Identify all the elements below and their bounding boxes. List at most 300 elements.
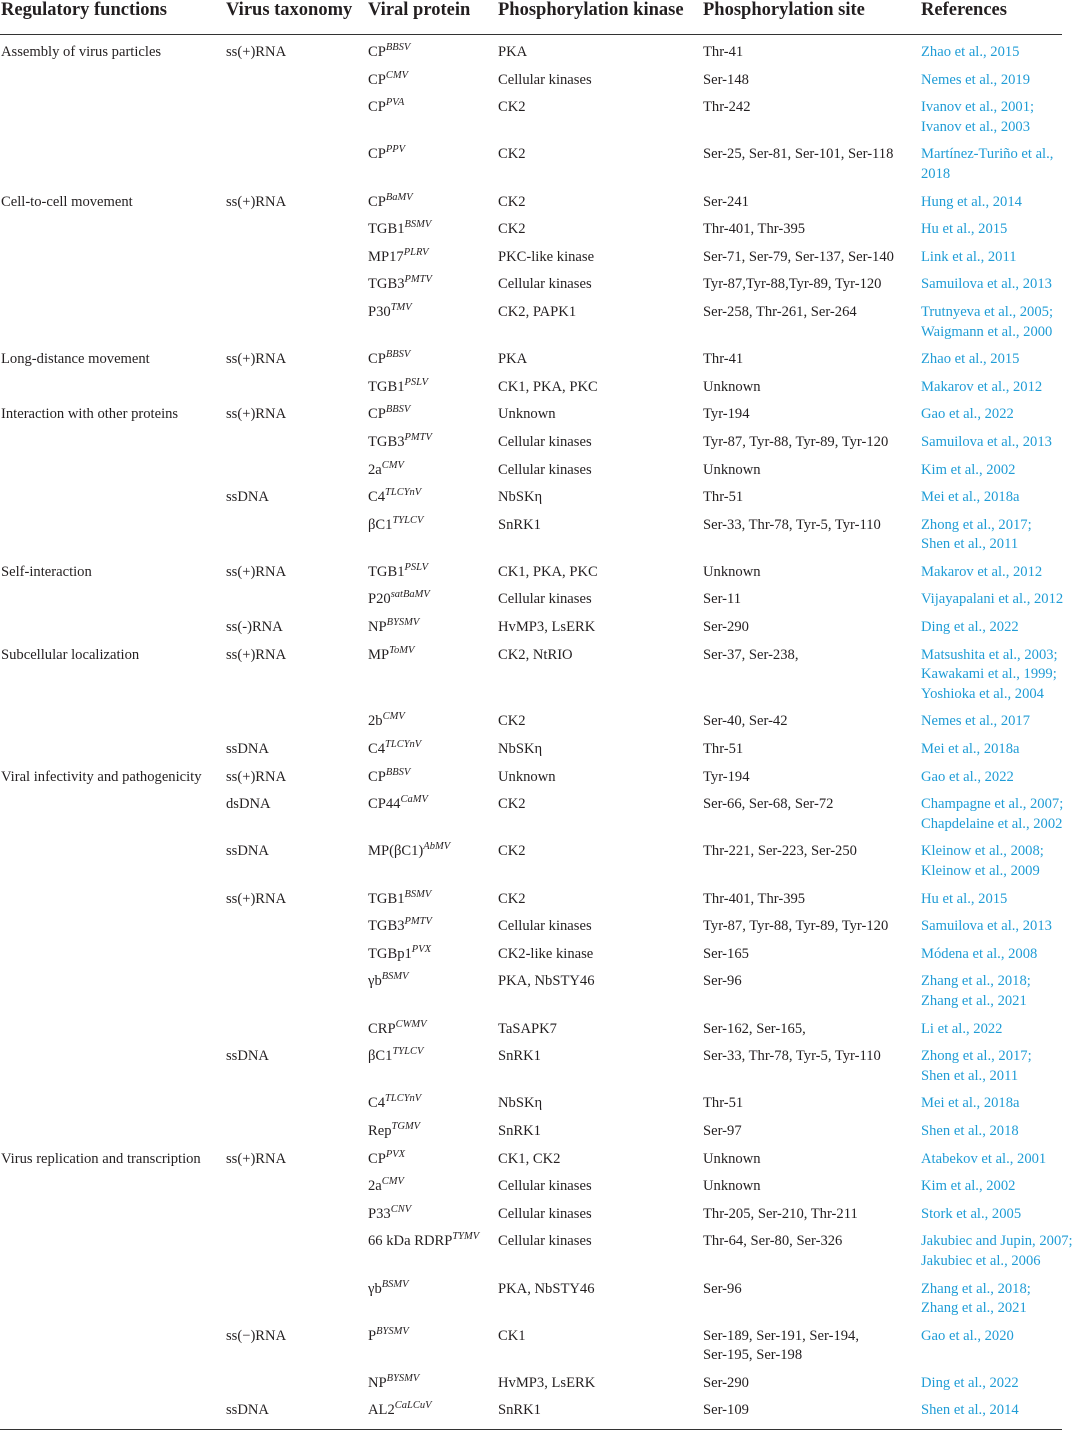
- protein-name: TGB3: [368, 918, 405, 935]
- phosphorylation-site-cell: [702, 1374, 920, 1402]
- kinase-cell: SnRK1: [498, 1122, 541, 1139]
- virus-abbreviation: AbMV: [423, 841, 451, 853]
- virus-taxonomy-cell: [225, 461, 367, 489]
- kinase-cell: CK1, PKA, PKC: [498, 378, 598, 395]
- regulatory-function-cell: [0, 1374, 225, 1402]
- reference-cell-line[interactable]: Zhang et al., 2021: [921, 992, 1027, 1009]
- reference-cell: [920, 193, 1062, 221]
- phosphorylation-site-cell-line: Ser-33, Thr-78, Tyr-5, Tyr-110: [703, 1048, 881, 1065]
- protein-name: TGB1: [368, 221, 405, 238]
- reference-cell-line[interactable]: 2018: [921, 165, 951, 182]
- reference-cell: [920, 590, 1062, 618]
- virus-abbreviation: CMV: [382, 711, 405, 723]
- reference-cell: [920, 461, 1062, 489]
- viral-protein-cell: [367, 35, 497, 71]
- reference-cell: [920, 35, 1062, 71]
- table-row: [0, 350, 1062, 378]
- table-row: [0, 220, 1062, 248]
- table-row: [0, 488, 1062, 516]
- phosphorylation-site-cell: [702, 433, 920, 461]
- viral-protein-cell: [367, 618, 497, 646]
- header-regulatory-functions: Regulatory functions: [0, 0, 225, 35]
- phosphorylation-site-cell: [702, 1205, 920, 1233]
- virus-taxonomy-cell: ss(+)RNA: [226, 768, 287, 785]
- phosphorylation-site-cell-line: Thr-401, Thr-395: [703, 890, 806, 907]
- reference-cell-line[interactable]: Jakubiec and Jupin, 2007;: [921, 1233, 1073, 1250]
- reference-cell-line[interactable]: Shen et al., 2011: [921, 1067, 1019, 1084]
- reference-cell-line[interactable]: Kawakami et al., 1999;: [921, 666, 1057, 683]
- regulatory-function-cell: [0, 1232, 225, 1279]
- regulatory-function-cell: [0, 842, 225, 889]
- phosphorylation-site-cell-line: Ser-97: [703, 1122, 742, 1139]
- reference-cell-line[interactable]: Kim et al., 2002: [921, 1178, 1016, 1195]
- phosphorylation-site-cell-line: Ser-189, Ser-191, Ser-194,: [703, 1327, 859, 1344]
- phosphorylation-site-cell-line: Thr-51: [703, 489, 744, 506]
- virus-abbreviation: PMTV: [404, 432, 432, 444]
- protein-name: Rep: [368, 1122, 392, 1139]
- virus-abbreviation: PLRV: [403, 246, 429, 258]
- viral-protein-cell: [367, 1150, 497, 1178]
- reference-cell-line[interactable]: Shen et al., 2011: [921, 536, 1019, 553]
- table-row: [0, 1401, 1062, 1429]
- virus-abbreviation: CMV: [381, 1176, 404, 1188]
- reference-cell-line[interactable]: Martínez-Turiño et al.,: [921, 146, 1054, 163]
- reference-cell-line[interactable]: Makarov et al., 2012: [921, 378, 1043, 395]
- reference-cell-line[interactable]: Kleinow et al., 2009: [921, 863, 1040, 880]
- reference-cell-line[interactable]: Jakubiec et al., 2006: [921, 1252, 1041, 1269]
- phosphorylation-site-cell-line: Thr-41: [703, 44, 744, 60]
- regulatory-function-cell: Subcellular localization: [1, 646, 140, 663]
- phosphorylation-site-cell-line: Thr-401, Thr-395: [703, 221, 806, 238]
- reference-cell-line[interactable]: Atabekov et al., 2001: [921, 1150, 1047, 1167]
- reference-cell: [920, 1327, 1062, 1374]
- reference-cell-line[interactable]: Hu et al., 2015: [921, 221, 1008, 238]
- phosphorylation-site-cell: [702, 917, 920, 945]
- viral-protein-cell: [367, 71, 497, 99]
- reference-cell-line[interactable]: Samuilova et al., 2013: [921, 918, 1052, 935]
- table-row: [0, 1094, 1062, 1122]
- viral-protein-cell: [367, 917, 497, 945]
- phosphorylation-site-cell: [702, 563, 920, 591]
- viral-protein-cell: [367, 145, 497, 192]
- phosphorylation-site-cell: [702, 768, 920, 796]
- phosphorylation-site-cell-line: Ser-25, Ser-81, Ser-101, Ser-118: [703, 146, 894, 163]
- reference-cell: [920, 1280, 1062, 1327]
- phosphorylation-site-cell-line: Thr-242: [703, 99, 751, 116]
- phosphorylation-site-cell-line: Tyr-194: [703, 406, 750, 423]
- reference-cell: [920, 795, 1062, 842]
- phosphorylation-site-cell: [702, 890, 920, 918]
- regulatory-function-cell: [0, 1020, 225, 1048]
- protein-name: 2b: [368, 713, 383, 730]
- reference-cell: [920, 1205, 1062, 1233]
- reference-cell-line[interactable]: Ivanov et al., 2001;: [921, 99, 1035, 116]
- reference-cell-line[interactable]: Ding et al., 2022: [921, 1374, 1019, 1391]
- virus-taxonomy-cell: ssDNA: [226, 1048, 269, 1065]
- table-row: [0, 890, 1062, 918]
- phosphorylation-site-cell-line: Ser-11: [703, 591, 742, 608]
- viral-protein-cell: [367, 433, 497, 461]
- virus-abbreviation: TYMV: [452, 1231, 480, 1243]
- reference-cell-line[interactable]: Zhang et al., 2018;: [921, 973, 1031, 990]
- viral-protein-cell: [367, 945, 497, 973]
- reference-cell-line[interactable]: Vijayapalani et al., 2012: [921, 591, 1064, 608]
- phosphorylation-site-cell-line: Ser-195, Ser-198: [703, 1347, 803, 1364]
- viral-protein-cell: [367, 1374, 497, 1402]
- reference-cell-line[interactable]: Link et al., 2011: [921, 248, 1017, 265]
- phosphorylation-site-cell-line: Ser-33, Thr-78, Tyr-5, Tyr-110: [703, 516, 881, 533]
- reference-cell-line[interactable]: Nemes et al., 2017: [921, 713, 1031, 730]
- phosphorylation-site-cell: [702, 1232, 920, 1279]
- virus-taxonomy-cell: [225, 1177, 367, 1205]
- kinase-cell: CK2: [498, 713, 526, 730]
- virus-taxonomy-cell: [225, 1232, 367, 1279]
- phosphorylation-site-cell: [702, 35, 920, 71]
- viral-protein-cell: [367, 1205, 497, 1233]
- reference-cell-line[interactable]: Nemes et al., 2019: [921, 71, 1031, 88]
- regulatory-function-cell: [0, 98, 225, 145]
- phosphorylation-site-cell-line: Thr-41: [703, 351, 744, 368]
- reference-cell-line[interactable]: Mei et al., 2018a: [921, 741, 1020, 758]
- kinase-cell: CK2, PAPK1: [498, 303, 577, 320]
- virus-taxonomy-cell: [225, 917, 367, 945]
- reference-cell-line[interactable]: Gao et al., 2020: [921, 1327, 1014, 1344]
- viral-protein-cell: [367, 350, 497, 378]
- phosphorylation-site-cell: [702, 972, 920, 1019]
- virus-taxonomy-cell: [225, 1094, 367, 1122]
- phosphorylation-site-cell: [702, 275, 920, 303]
- kinase-cell: CK2, NtRIO: [498, 646, 573, 663]
- virus-taxonomy-cell: ss(−)RNA: [226, 1327, 287, 1344]
- table-row: [0, 35, 1062, 71]
- reference-cell-line[interactable]: Zhong et al., 2017;: [921, 516, 1032, 533]
- reference-cell-line[interactable]: Yoshioka et al., 2004: [921, 685, 1044, 702]
- phosphorylation-site-cell-line: Ser-71, Ser-79, Ser-137, Ser-140: [703, 248, 894, 265]
- virus-taxonomy-cell: [225, 1122, 367, 1150]
- viral-protein-cell: [367, 712, 497, 740]
- protein-name: CP: [368, 99, 386, 116]
- viral-protein-cell: [367, 1047, 497, 1094]
- kinase-cell: PKA: [498, 351, 528, 368]
- reference-cell-line[interactable]: Stork et al., 2005: [921, 1205, 1022, 1222]
- regulatory-function-cell: [0, 248, 225, 276]
- regulatory-function-cell: [0, 590, 225, 618]
- regulatory-function-cell: [0, 1177, 225, 1205]
- virus-taxonomy-cell: [225, 1280, 367, 1327]
- phosphorylation-site-cell-line: Ser-96: [703, 973, 742, 990]
- kinase-cell: Cellular kinases: [498, 591, 592, 608]
- table-row: [0, 972, 1062, 1019]
- reference-cell: [920, 1094, 1062, 1122]
- phosphorylation-site-cell: [702, 1122, 920, 1150]
- regulatory-function-cell: Interaction with other proteins: [1, 406, 179, 423]
- reference-cell-line[interactable]: Shen et al., 2014: [921, 1402, 1019, 1419]
- regulatory-function-cell: [0, 712, 225, 740]
- virus-abbreviation: PVX: [411, 944, 432, 956]
- table-row: [0, 71, 1062, 99]
- kinase-cell: PKA: [498, 44, 528, 60]
- kinase-cell: Cellular kinases: [498, 918, 592, 935]
- table-row: [0, 1122, 1062, 1150]
- virus-taxonomy-cell: [225, 433, 367, 461]
- table-body: [0, 35, 1073, 1430]
- protein-name: P: [368, 1327, 377, 1344]
- regulatory-function-cell: [0, 71, 225, 99]
- viral-protein-cell: [367, 1232, 497, 1279]
- virus-taxonomy-cell: ss(+)RNA: [226, 646, 287, 663]
- table-row: [0, 1205, 1062, 1233]
- table-row: [0, 1020, 1062, 1048]
- protein-name: TGB3: [368, 433, 405, 450]
- phosphorylation-site-cell: [702, 795, 920, 842]
- protein-name: CP: [368, 351, 386, 368]
- phosphorylation-site-cell: [702, 646, 920, 713]
- reference-cell: [920, 945, 1062, 973]
- reference-cell: [920, 303, 1062, 350]
- reference-cell-line[interactable]: Samuilova et al., 2013: [921, 276, 1052, 293]
- protein-name: MP17: [368, 248, 404, 265]
- protein-name: C4: [368, 1095, 386, 1112]
- kinase-cell: CK2: [498, 99, 526, 116]
- virus-abbreviation: PSLV: [404, 376, 429, 388]
- phosphorylation-site-cell-line: Thr-205, Ser-210, Thr-211: [703, 1205, 858, 1222]
- reference-cell-line[interactable]: Li et al., 2022: [921, 1020, 1003, 1037]
- regulatory-function-cell: [0, 145, 225, 192]
- viral-protein-cell: [367, 193, 497, 221]
- regulatory-function-cell: [0, 618, 225, 646]
- kinase-cell: CK2: [498, 146, 526, 163]
- viral-protein-cell: [367, 405, 497, 433]
- table-row: [0, 945, 1062, 973]
- reference-cell-line[interactable]: Gao et al., 2022: [921, 768, 1014, 785]
- kinase-cell: Unknown: [498, 768, 556, 785]
- phosphorylation-site-cell-line: Ser-258, Thr-261, Ser-264: [703, 303, 857, 320]
- regulatory-function-cell: [0, 1401, 225, 1429]
- reference-cell: [920, 405, 1062, 433]
- phosphorylation-site-cell-line: Thr-221, Ser-223, Ser-250: [703, 843, 857, 860]
- viral-protein-cell: [367, 1401, 497, 1429]
- phosphorylation-site-cell: [702, 1177, 920, 1205]
- viral-protein-cell: [367, 303, 497, 350]
- reference-cell: [920, 1401, 1062, 1429]
- protein-name: NP: [368, 1374, 387, 1391]
- phosphorylation-site-cell-line: Unknown: [703, 461, 761, 478]
- regulatory-function-cell: [0, 488, 225, 516]
- table-row: [0, 1150, 1062, 1178]
- table-row: [0, 378, 1062, 406]
- kinase-cell: Cellular kinases: [498, 276, 592, 293]
- regulatory-function-cell: [0, 917, 225, 945]
- kinase-cell: CK2: [498, 221, 526, 238]
- virus-taxonomy-cell: [225, 71, 367, 99]
- viral-protein-cell: [367, 563, 497, 591]
- reference-cell-line[interactable]: Zhao et al., 2015: [921, 351, 1020, 368]
- reference-cell-line[interactable]: Módena et al., 2008: [921, 945, 1038, 962]
- virus-abbreviation: CMV: [385, 69, 409, 81]
- reference-cell-line[interactable]: Ding et al., 2022: [921, 619, 1019, 636]
- protein-name: CP: [368, 71, 386, 88]
- virus-abbreviation: PMTV: [404, 274, 432, 286]
- virus-abbreviation: CWMV: [395, 1018, 427, 1030]
- virus-abbreviation: BaMV: [385, 191, 413, 203]
- protein-name: CP: [368, 768, 386, 785]
- reference-cell-line[interactable]: Zhang et al., 2018;: [921, 1280, 1031, 1297]
- virus-taxonomy-cell: ss(+)RNA: [226, 44, 287, 60]
- reference-cell: [920, 220, 1062, 248]
- header-phosphorylation-site: Phosphorylation site: [702, 0, 920, 35]
- reference-cell-line[interactable]: Zhong et al., 2017;: [921, 1048, 1032, 1065]
- regulatory-function-cell: [0, 1327, 225, 1374]
- kinase-cell: CK1, PKA, PKC: [498, 563, 598, 580]
- reference-cell-line[interactable]: Hu et al., 2015: [921, 890, 1008, 907]
- virus-taxonomy-cell: ss(+)RNA: [226, 890, 287, 907]
- virus-abbreviation: BSMV: [381, 1278, 409, 1290]
- regulatory-function-cell: [0, 303, 225, 350]
- reference-cell-line[interactable]: Champagne et al., 2007;: [921, 796, 1064, 813]
- phosphorylation-site-cell-line: Ser-40, Ser-42: [703, 713, 788, 730]
- virus-taxonomy-cell: [225, 972, 367, 1019]
- protein-name: TGB3: [368, 276, 405, 293]
- viral-protein-cell: [367, 890, 497, 918]
- protein-name: TGBp1: [368, 945, 412, 962]
- table-row: [0, 563, 1062, 591]
- header-virus-taxonomy: Virus taxonomy: [225, 0, 367, 35]
- reference-cell-line[interactable]: Hung et al., 2014: [921, 193, 1022, 210]
- reference-cell: [920, 350, 1062, 378]
- virus-abbreviation: BBSV: [385, 766, 411, 778]
- viral-protein-cell: [367, 1327, 497, 1374]
- reference-cell: [920, 145, 1062, 192]
- table-row: [0, 1374, 1062, 1402]
- reference-cell: [920, 1177, 1062, 1205]
- kinase-cell: HvMP3, LsERK: [498, 619, 596, 636]
- reference-cell-line[interactable]: Zhao et al., 2015: [921, 44, 1020, 60]
- table-row: [0, 1177, 1062, 1205]
- virus-taxonomy-cell: ssDNA: [226, 843, 269, 860]
- header-row: [0, 0, 1062, 35]
- virus-taxonomy-cell: dsDNA: [226, 796, 271, 813]
- regulatory-function-cell: [0, 1047, 225, 1094]
- reference-cell-line[interactable]: Chapdelaine et al., 2002: [921, 815, 1063, 832]
- reference-cell-line[interactable]: Zhang et al., 2021: [921, 1300, 1027, 1317]
- phosphorylation-site-cell-line: Ser-37, Ser-238,: [703, 646, 799, 663]
- phosphorylation-site-cell-line: Tyr-87, Tyr-88, Tyr-89, Tyr-120: [703, 433, 889, 450]
- virus-abbreviation: TGMV: [391, 1121, 421, 1133]
- reference-cell-line[interactable]: Samuilova et al., 2013: [921, 433, 1052, 450]
- reference-cell-line[interactable]: Kim et al., 2002: [921, 461, 1016, 478]
- virus-abbreviation: BBSV: [385, 404, 411, 416]
- regulatory-function-cell: [0, 945, 225, 973]
- virus-abbreviation: TYLCV: [392, 514, 424, 526]
- phosphorylation-site-cell: [702, 405, 920, 433]
- virus-taxonomy-cell: [225, 220, 367, 248]
- protein-name: NP: [368, 619, 387, 636]
- phosphorylation-site-cell-line: Ser-109: [703, 1402, 749, 1419]
- reference-cell-line[interactable]: Mei et al., 2018a: [921, 1095, 1020, 1112]
- table-row: [0, 405, 1062, 433]
- viral-protein-cell: [367, 1020, 497, 1048]
- reference-cell: [920, 842, 1062, 889]
- phosphorylation-site-cell: [702, 98, 920, 145]
- phosphorylation-site-cell-line: Tyr-194: [703, 768, 750, 785]
- reference-cell-line[interactable]: Matsushita et al., 2003;: [921, 646, 1058, 663]
- reference-cell: [920, 712, 1062, 740]
- phosphorylation-site-cell: [702, 193, 920, 221]
- kinase-cell: Cellular kinases: [498, 1205, 592, 1222]
- regulatory-function-cell: [0, 378, 225, 406]
- reference-cell-line[interactable]: Trutnyeva et al., 2005;: [921, 303, 1054, 320]
- virus-abbreviation: ToMV: [389, 644, 415, 656]
- reference-cell-line[interactable]: Kleinow et al., 2008;: [921, 843, 1044, 860]
- reference-cell: [920, 1047, 1062, 1094]
- reference-cell-line[interactable]: Makarov et al., 2012: [921, 563, 1043, 580]
- virus-abbreviation: CaLCuV: [394, 1400, 432, 1412]
- table-row: [0, 1280, 1062, 1327]
- phosphorylation-site-cell: [702, 145, 920, 192]
- kinase-cell: NbSKη: [498, 489, 543, 506]
- kinase-cell: CK2: [498, 890, 526, 907]
- table-row: [0, 740, 1062, 768]
- phosphorylation-site-cell-line: Ser-66, Ser-68, Ser-72: [703, 796, 834, 813]
- virus-taxonomy-cell: [225, 378, 367, 406]
- virus-abbreviation: CNV: [390, 1203, 412, 1215]
- phosphorylation-site-cell-line: Ser-148: [703, 71, 749, 88]
- reference-cell: [920, 1020, 1062, 1048]
- virus-abbreviation: BSMV: [381, 971, 409, 983]
- protein-name: CP: [368, 193, 386, 210]
- phosphorylation-site-cell-line: Tyr-87, Tyr-88, Tyr-89, Tyr-120: [703, 918, 889, 935]
- virus-taxonomy-cell: ss(-)RNA: [226, 619, 283, 636]
- virus-abbreviation: CaMV: [400, 794, 428, 806]
- virus-taxonomy-cell: [225, 98, 367, 145]
- phosphorylation-site-cell-line: Ser-290: [703, 619, 749, 636]
- regulatory-function-cell: [0, 972, 225, 1019]
- reference-cell-line[interactable]: Waigmann et al., 2000: [921, 323, 1053, 340]
- reference-cell: [920, 618, 1062, 646]
- protein-name: γb: [368, 1280, 382, 1297]
- phosphorylation-site-cell-line: Ser-162, Ser-165,: [703, 1020, 806, 1037]
- kinase-cell: NbSKη: [498, 1095, 543, 1112]
- regulatory-function-cell: Self-interaction: [1, 563, 92, 580]
- phosphorylation-site-cell: [702, 1047, 920, 1094]
- protein-name: MP(βC1): [368, 843, 424, 860]
- viral-protein-cell: [367, 1280, 497, 1327]
- table-row: [0, 795, 1062, 842]
- phosphorylation-site-cell: [702, 842, 920, 889]
- protein-name: 66 kDa RDRP: [368, 1233, 453, 1250]
- virus-abbreviation: BYSMV: [376, 1325, 409, 1337]
- reference-cell-line[interactable]: Ivanov et al., 2003: [921, 118, 1031, 135]
- reference-cell-line[interactable]: Gao et al., 2022: [921, 406, 1014, 423]
- table-row: [0, 275, 1062, 303]
- virus-taxonomy-cell: [225, 248, 367, 276]
- kinase-cell: CK2: [498, 843, 526, 860]
- protein-name: CP44: [368, 796, 401, 813]
- reference-cell-line[interactable]: Mei et al., 2018a: [921, 489, 1020, 506]
- protein-name: CRP: [368, 1020, 396, 1037]
- protein-name: C4: [368, 489, 386, 506]
- reference-cell: [920, 378, 1062, 406]
- virus-taxonomy-cell: [225, 303, 367, 350]
- virus-abbreviation: TLCYnV: [385, 739, 422, 751]
- virus-taxonomy-cell: [225, 145, 367, 192]
- table-row: [0, 590, 1062, 618]
- virus-taxonomy-cell: ssDNA: [226, 489, 269, 506]
- phosphorylation-site-cell: [702, 220, 920, 248]
- viral-protein-cell: [367, 1122, 497, 1150]
- table-row: [0, 646, 1062, 713]
- reference-cell-line[interactable]: Shen et al., 2018: [921, 1122, 1019, 1139]
